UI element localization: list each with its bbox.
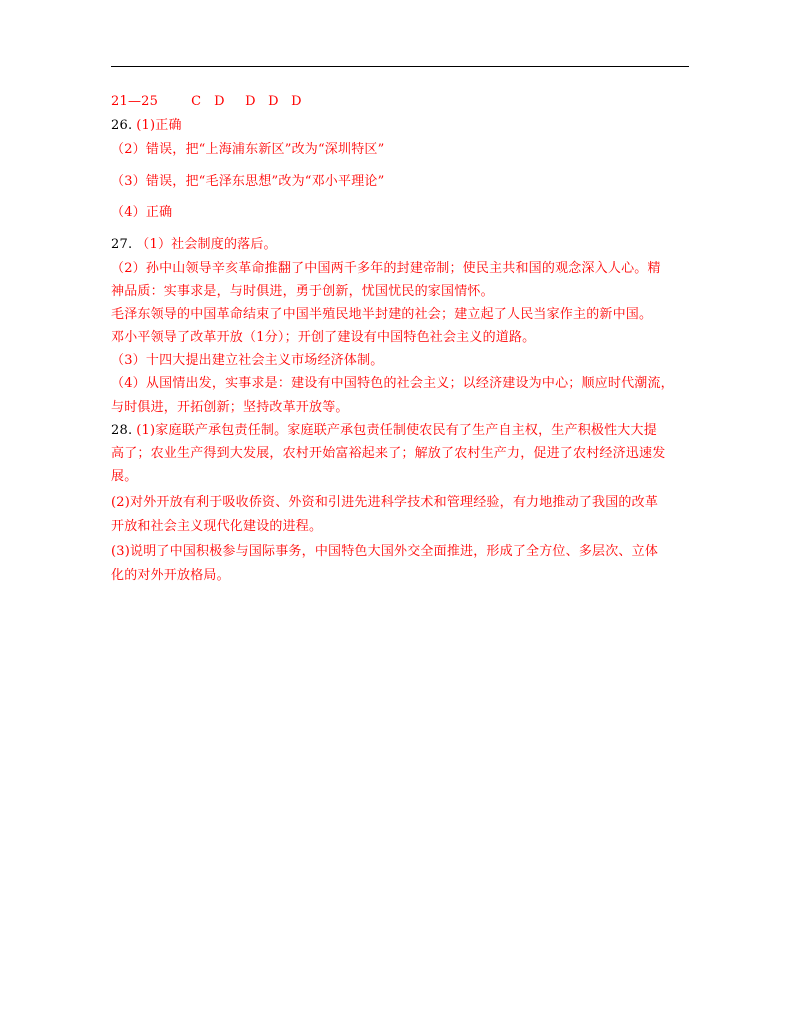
q26-answer-4: （4）正确	[111, 205, 173, 220]
q27-answer-line: （4）从国情出发，实事求是：建设有中国特色的社会主义；以经济建设为中心；顺应时代潮流，	[111, 376, 674, 391]
q27-answer-line: （2）孙中山领导辛亥革命推翻了中国两千多年的封建帝制；使民主共和国的观念深入人心。精	[111, 261, 661, 276]
q27-answer-line: 与时俱进，开拓创新；坚持改革开放等。	[111, 400, 349, 415]
mc-answer: D	[268, 94, 279, 109]
q28-answer-line: (3)说明了中国积极参与国际事务，中国特色大国外交全面推进，形成了全方位、多层次、立体	[111, 544, 659, 559]
q26-answer-3: （3）错误，把“毛泽东思想”改为“邓小平理论”	[111, 174, 385, 189]
q28-answer-line: 高了；农业生产得到大发展，农村开始富裕起来了；解放了农村生产力，促进了农村经济迅速发	[111, 446, 666, 461]
mc-answer-group	[191, 93, 314, 111]
q26-line-1	[111, 117, 182, 135]
q27-answer-line: 邓小平领导了改革开放（1分）；开创了建设有中国特色社会主义的道路。	[111, 330, 536, 345]
header-rule	[111, 66, 689, 67]
mc-answer: D	[245, 94, 256, 109]
mc-answer: C	[191, 94, 202, 109]
q28-number: 28.	[111, 423, 133, 438]
q26-answer-2: （2）错误，把“上海浦东新区”改为“深圳特区”	[111, 142, 385, 157]
q27-answer-line: 毛泽东领导的中国革命结束了中国半殖民地半封建的社会；建立起了人民当家作主的新中国。	[111, 307, 653, 322]
q28-answer-line: (2)对外开放有利于吸收侨资、外资和引进先进科学技术和管理经验，有力地推动了我国的改革	[111, 495, 659, 510]
mc-answer: D	[214, 94, 225, 109]
q28-answer-line: 展。	[111, 469, 138, 484]
q26-answer-1: (1)正确	[136, 118, 182, 133]
q28-answer-line: 化的对外开放格局。	[111, 568, 230, 583]
q28-answer-line: 开放和社会主义现代化建设的进程。	[111, 519, 323, 534]
q27-line-1	[111, 236, 277, 254]
q28-line-1	[111, 422, 657, 440]
q27-answer-1: （1）社会制度的落后。	[136, 237, 277, 252]
q26-number: 26.	[111, 118, 133, 133]
mc-answers-row	[111, 93, 314, 111]
q27-answer-line: 神品质：实事求是，与时俱进，勇于创新，忧国忧民的家国情怀。	[111, 284, 494, 299]
q27-number: 27.	[111, 237, 133, 252]
q27-answer-line: （3）十四大提出建立社会主义市场经济体制。	[111, 353, 384, 368]
mc-range: 21—25	[111, 94, 159, 109]
mc-answer: D	[291, 94, 302, 109]
q28-answer-1: (1)家庭联产承包责任制。家庭联产承包责任制使农民有了生产自主权，生产积极性大大提	[136, 423, 657, 438]
